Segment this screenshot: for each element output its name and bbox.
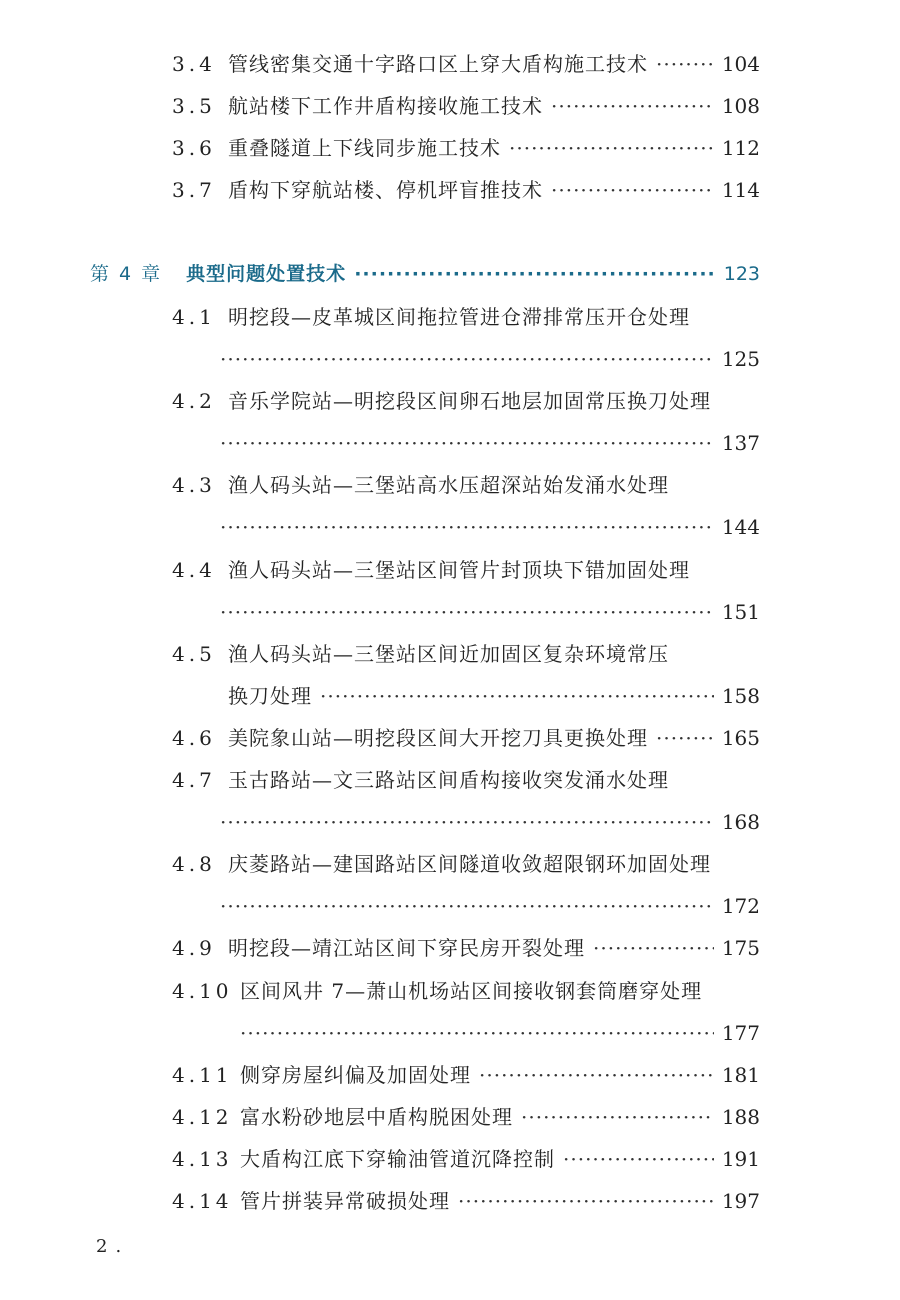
- entry-title: 渔人码头站—三堡站区间近加固区复杂环境常压: [228, 642, 669, 666]
- entry-number: 4.14: [172, 1189, 233, 1213]
- entry-title: 重叠隧道上下线同步施工技术: [228, 136, 501, 160]
- entry-number: 4.7: [172, 768, 216, 792]
- leader-dots: [551, 93, 714, 119]
- entry-page-number: 188: [721, 1105, 760, 1129]
- entry-number: 4.10: [172, 979, 233, 1003]
- entry-number: 4.11: [172, 1063, 233, 1087]
- entry-page-number: 165: [721, 726, 760, 750]
- chapter-number: 第 4 章: [90, 263, 163, 285]
- entry-number: 4.1: [172, 305, 216, 329]
- toc-entry-4-13[interactable]: [172, 1146, 760, 1172]
- entry-page-number: 181: [721, 1063, 760, 1087]
- entry-page-number: 197: [721, 1189, 760, 1213]
- toc-entry-4-2-leader[interactable]: [220, 430, 760, 456]
- toc-entry-4-7-leader[interactable]: [220, 809, 760, 835]
- entry-title: 明挖段—靖江站区间下穿民房开裂处理: [228, 936, 585, 960]
- toc-entry-4-10-leader[interactable]: [240, 1020, 760, 1046]
- toc-entry-4-8-title[interactable]: [172, 851, 760, 877]
- leader-dots: [479, 1062, 714, 1088]
- entry-page-number: 175: [721, 936, 760, 960]
- toc-entry-4-5-title[interactable]: [172, 641, 760, 667]
- leader-dots: [320, 683, 714, 709]
- entry-number: 4.6: [172, 726, 216, 750]
- entry-number: 4.13: [172, 1147, 233, 1171]
- entry-page-number: 125: [721, 347, 760, 371]
- toc-entry-4-1-leader[interactable]: [220, 346, 760, 372]
- leader-dots: [521, 1104, 714, 1130]
- entry-page-number: 191: [721, 1147, 760, 1171]
- entry-number: 4.9: [172, 936, 216, 960]
- leader-dots: [563, 1146, 714, 1172]
- entry-number: 4.4: [172, 558, 216, 582]
- entry-page-number: 112: [721, 136, 760, 160]
- leader-dots: [240, 1020, 714, 1046]
- entry-number: 3.7: [172, 178, 216, 202]
- toc-entry-4-14[interactable]: [172, 1188, 760, 1214]
- entry-title: 庆菱路站—建国路站区间隧道收敛超限钢环加固处理: [228, 852, 711, 876]
- leader-dots: [656, 725, 714, 751]
- toc-entry-4-4-leader[interactable]: [220, 599, 760, 625]
- leader-dots: [220, 599, 714, 625]
- entry-title: 音乐学院站—明挖段区间卵石地层加固常压换刀处理: [228, 389, 711, 413]
- entry-number: 3.6: [172, 136, 216, 160]
- entry-page-number: 158: [721, 684, 760, 708]
- leader-dots: [354, 261, 716, 287]
- entry-page-number: 172: [721, 894, 760, 918]
- entry-number: 3.5: [172, 94, 216, 118]
- entry-title: 区间风井 7—萧山机场站区间接收钢套筒磨穿处理: [240, 979, 703, 1003]
- entry-title: 明挖段—皮革城区间拖拉管进仓滞排常压开仓处理: [228, 305, 690, 329]
- toc-entry-4-2-title[interactable]: [172, 388, 760, 414]
- leader-dots: [220, 514, 714, 540]
- chapter-page-number: 123: [723, 263, 760, 285]
- leader-dots: [593, 935, 714, 961]
- entry-number: 3.4: [172, 52, 216, 76]
- toc-entry-4-4-title[interactable]: [172, 557, 760, 583]
- toc-entry-3-6[interactable]: [172, 135, 760, 161]
- entry-title: 大盾构江底下穿输油管道沉降控制: [240, 1147, 555, 1171]
- toc-entry-4-12[interactable]: [172, 1104, 760, 1130]
- toc-entry-4-7-title[interactable]: [172, 767, 760, 793]
- toc-entry-4-3-title[interactable]: [172, 472, 760, 498]
- entry-title: 航站楼下工作井盾构接收施工技术: [228, 94, 543, 118]
- toc-entry-3-7[interactable]: [172, 177, 760, 203]
- toc-entry-4-3-leader[interactable]: [220, 514, 760, 540]
- toc-entry-4-1-title[interactable]: [172, 304, 760, 330]
- entry-number: 4.12: [172, 1105, 233, 1129]
- entry-page-number: 151: [721, 600, 760, 624]
- entry-number: 4.5: [172, 642, 216, 666]
- entry-title: 玉古路站—文三路站区间盾构接收突发涌水处理: [228, 768, 669, 792]
- entry-title: 盾构下穿航站楼、停机坪盲推技术: [228, 178, 543, 202]
- leader-dots: [220, 809, 714, 835]
- entry-title: 美院象山站—明挖段区间大开挖刀具更换处理: [228, 726, 648, 750]
- toc-entry-4-6[interactable]: [172, 725, 760, 751]
- entry-page-number: 168: [721, 810, 760, 834]
- entry-title: 富水粉砂地层中盾构脱困处理: [240, 1105, 513, 1129]
- toc-entry-4-5-leader[interactable]: [228, 683, 760, 709]
- entry-title: 管线密集交通十字路口区上穿大盾构施工技术: [228, 52, 648, 76]
- entry-number: 4.2: [172, 389, 216, 413]
- leader-dots: [551, 177, 714, 203]
- entry-page-number: 108: [721, 94, 760, 118]
- footer-page-number: 2: [96, 1236, 116, 1257]
- leader-dots: [458, 1188, 714, 1214]
- page-footer: [96, 1236, 129, 1257]
- entry-number: 4.3: [172, 473, 216, 497]
- entry-page-number: 144: [721, 515, 760, 539]
- entry-title: 渔人码头站—三堡站高水压超深站始发涌水处理: [228, 473, 669, 497]
- entry-page-number: 177: [721, 1021, 760, 1045]
- leader-dots: [220, 893, 714, 919]
- entry-page-number: 137: [721, 431, 760, 455]
- entry-title-continued: 换刀处理: [228, 684, 312, 708]
- entry-title: 渔人码头站—三堡站区间管片封顶块下错加固处理: [228, 558, 690, 582]
- leader-dots: [509, 135, 714, 161]
- toc-entry-4-8-leader[interactable]: [220, 893, 760, 919]
- entry-page-number: 114: [721, 178, 760, 202]
- leader-dots: [220, 430, 714, 456]
- entry-title: 侧穿房屋纠偏及加固处理: [240, 1063, 471, 1087]
- toc-entry-4-10-title[interactable]: [172, 978, 760, 1004]
- toc-entry-4-11[interactable]: [172, 1062, 760, 1088]
- toc-chapter-4[interactable]: [90, 261, 760, 287]
- entry-number: 4.8: [172, 852, 216, 876]
- entry-page-number: 104: [721, 52, 760, 76]
- footer-mark: .: [115, 1236, 130, 1257]
- toc-entry-3-5[interactable]: [172, 93, 760, 119]
- toc-entry-3-4[interactable]: [172, 51, 760, 77]
- leader-dots: [220, 346, 714, 372]
- toc-entry-4-9[interactable]: [172, 935, 760, 961]
- chapter-title: 典型问题处置技术: [186, 263, 347, 285]
- entry-title: 管片拼装异常破损处理: [240, 1189, 450, 1213]
- leader-dots: [656, 51, 714, 77]
